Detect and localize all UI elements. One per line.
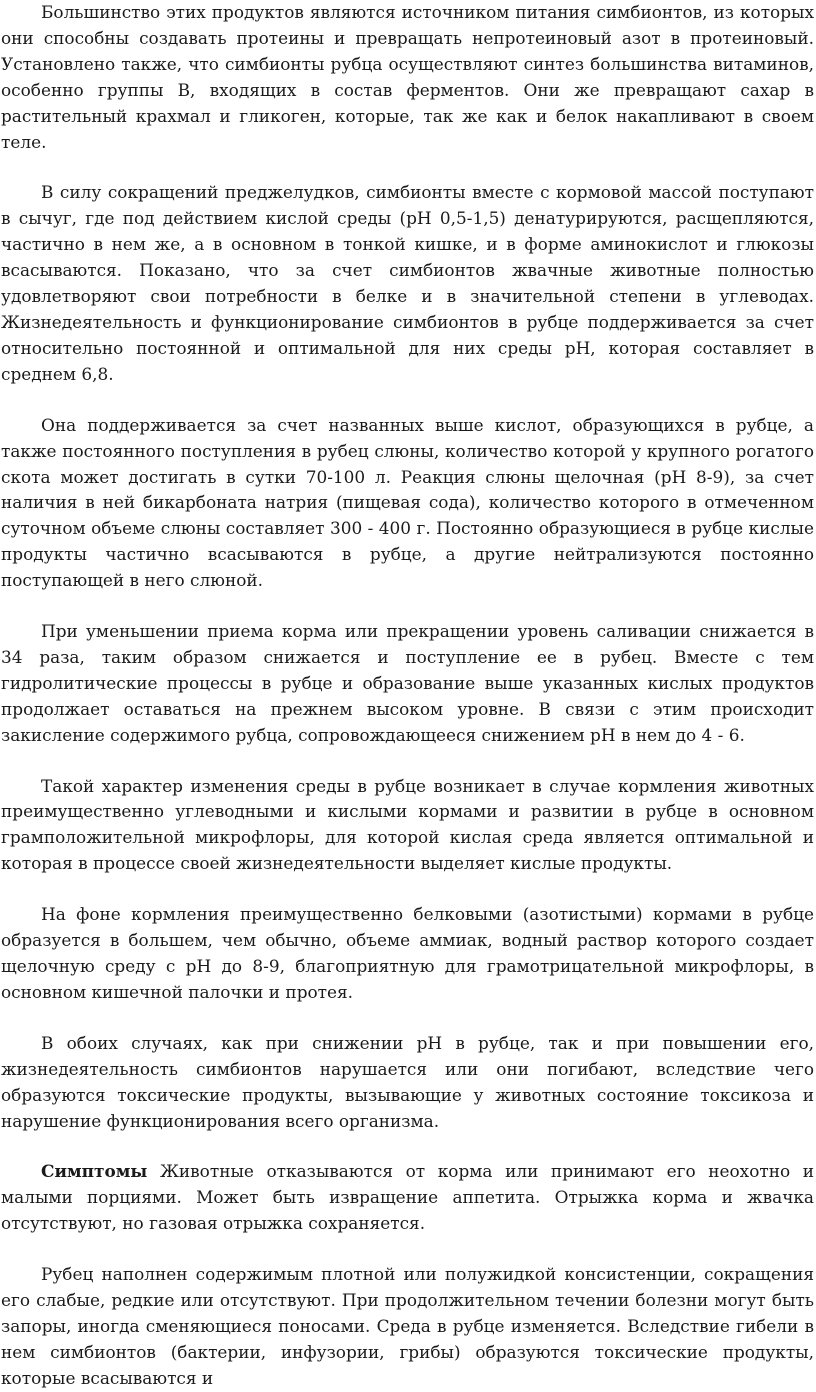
symptoms-paragraph [1,1159,814,1237]
paragraph-spacer [1,749,814,774]
paragraph-spacer [1,1006,814,1031]
paragraph-spacer [1,1237,814,1262]
paragraph-spacer [1,388,814,413]
paragraph-2: В силу сокращений преджелудков, симбионты вместе с кормовой массой поступают в сычуг, где под действием кислой среды (рН 0,5-1,5) денатурируются, расщепляются, частично в нем же, а в основном в тонкой кишке, и в форме аминокислот и глюкозы всасываются. Показано, что за счет симбионтов жвачные животные полностью удовлетворяют свои потребности в белке и в значительной степени в углеводах. Жизнедеятельность и функционирование симбионтов в рубце поддерживается за счет относительно постоянной и оптимальной для них среды рН, которая составляет в среднем 6,8. [1,182,814,384]
paragraph-3: Она поддерживается за счет названных выше кислот, образующихся в рубце, а также постоянного поступления в рубец слюны, количество которой у крупного рогатого скота может достигать в сутки 70-100 л. Реакция слюны щелочная (рН 8-9), за счет наличия в ней бикарбоната натрия (пищевая сода), количество которого в отмеченном суточном объеме слюны составляет 300 - 400 г. Постоянно образующиеся в рубце кислые продукты частично всасываются в рубце, а другие нейтрализуются постоянно поступающей в него слюной. [1,414,814,591]
paragraph-spacer [1,877,814,902]
paragraph-spacer [1,594,814,619]
paragraph-5: Такой характер изменения среды в рубце возникает в случае кормления животных преимущественно углеводными и кислыми кормами и развитии в рубце в основном грамположительной микрофлоры, для которой кислая среда является оптимальной и которая в процессе своей жизнедеятельности выделяет кислые продукты. [1,775,814,874]
paragraph-spacer [1,155,814,180]
symptoms-heading: Симптомы [41,1161,148,1182]
symptoms-text: Животные отказываются от корма или принимают его неохотно и малыми порциями. Может быть извращение аппетита. Отрыжка корма и жвачка отсутствуют, но газовая отрыжка сохраняется. [1,1161,814,1234]
paragraph-6: На фоне кормления преимущественно белковыми (азотистыми) кормами в рубце образуется в большем, чем обычно, объеме аммиак, водный раствор которого создает щелочную среду с рН до 8-9, благоприятную для грамотрицательной микрофлоры, в основном кишечной палочки и протея. [1,904,814,1002]
paragraph-spacer [1,1134,814,1159]
paragraph-last: Рубец наполнен содержимым плотной или полужидкой консистенции, сокращения его слабые, редкие или отсутствуют. При продолжительном течении болезни могут быть запоры, иногда сменяющиеся поносами. Среда в рубце изменяется. Вследствие гибели в нем симбионтов (бактерии, инфузории, грибы) образуются токсические продукты, которые всасываются и [1,1264,814,1388]
paragraph-4: При уменьшении приема корма или прекращении уровень саливации снижается в 34 раза, таким образом снижается и поступление ее в рубец. Вместе с тем гидролитические процессы в рубце и образование выше указанных кислых продуктов продолжает оставаться на прежнем высоком уровне. В связи с этим происходит закисление содержимого рубца, сопровождающееся снижением рН в нем до 4 - 6. [1,621,814,745]
paragraph-7: В обоих случаях, как при снижении рН в рубце, так и при повышении его, жизнедеятельность симбионтов нарушается или они погибают, вследствие чего образуются токсические продукты, вызывающие у животных состояние токсикоза и нарушение функционирования всего организма. [1,1032,814,1131]
paragraph-1: Большинство этих продуктов являются источником питания симбионтов, из которых они способны создавать протеины и превращать непротеиновый азот в протеиновый. Установлено также, что симбионты рубца осуществляют синтез большинства витаминов, особенно группы В, входящих в состав ферментов. Они же превращают сахар в растительный крахмал и гликоген, которые, так же как и белок накапливают в своем теле. [1,2,814,152]
